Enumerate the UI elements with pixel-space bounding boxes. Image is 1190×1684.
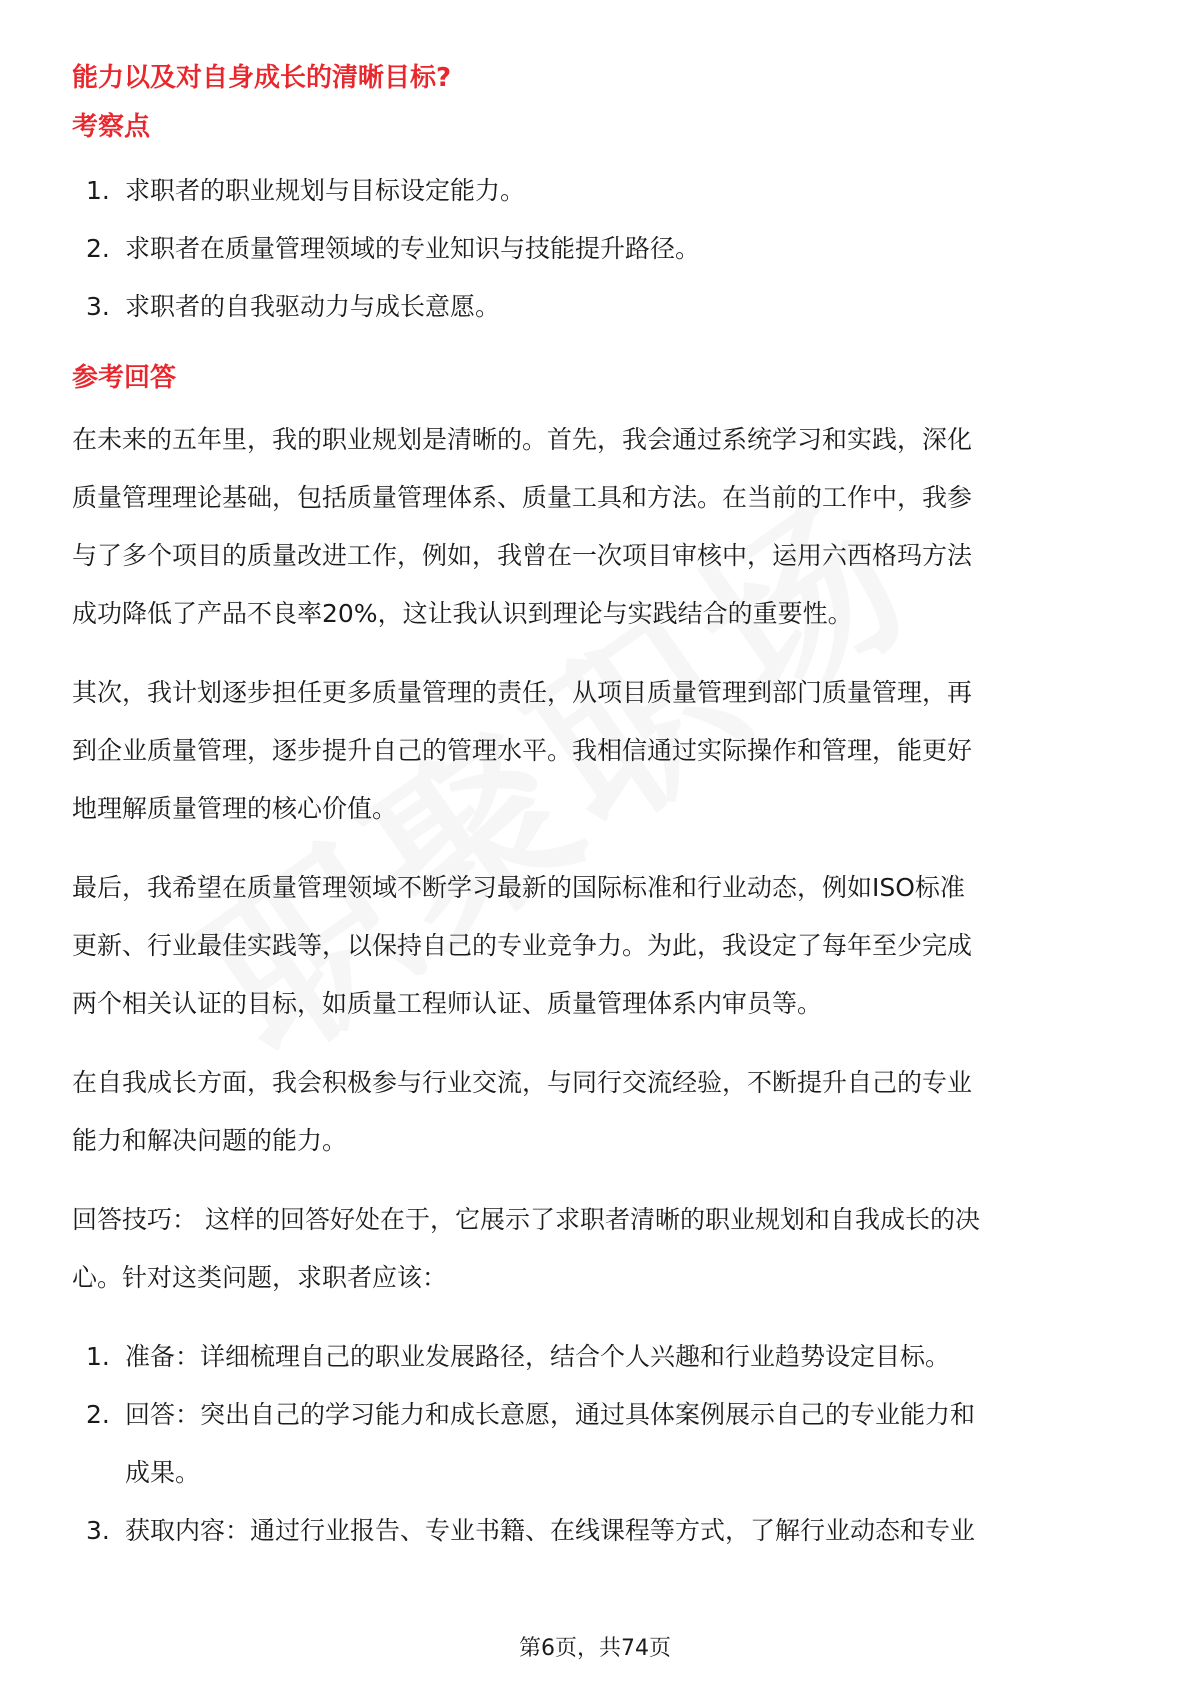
list-item: 3. 获取内容：通过行业报告、专业书籍、在线课程等方式，了解行业动态和专业 — [86, 1516, 976, 1545]
list-item: 1. 准备：详细梳理自己的职业发展路径，结合个人兴趣和行业趋势设定目标。 — [86, 1342, 951, 1371]
answer-paragraph: 在自我成长方面，我会积极参与行业交流，与同行交流经验，不断提升自己的专业 能力和解决问题的能力。 — [72, 1068, 973, 1155]
question-title-continued: 能力以及对自身成长的清晰目标? — [72, 63, 452, 93]
list-item: 2. 回答：突出自己的学习能力和成长意愿，通过具体案例展示自己的专业能力和 成果。 — [86, 1400, 976, 1487]
list-item: 1. 求职者的职业规划与目标设定能力。 — [86, 176, 526, 205]
tips-list — [72, 1328, 1122, 1560]
answer-paragraph: 其次，我计划逐步担任更多质量管理的责任，从项目质量管理到部门质量管理，再 到企业质量管理，逐步提升自己的管理水平。我相信通过实际操作和管理，能更好 地理解质量管理的核心价值。 — [72, 678, 973, 823]
list-item: 2. 求职者在质量管理领域的专业知识与技能提升路径。 — [86, 234, 701, 263]
answer-paragraph: 最后，我希望在质量管理领域不断学习最新的国际标准和行业动态，例如ISO标准 更新、行业最佳实践等，以保持自己的专业竞争力。为此，我设定了每年至少完成 两个相关认证的目标，如质量工程师认证、质量管理体系内审员等。 — [72, 873, 973, 1018]
answer-tips-intro: 回答技巧： 这样的回答好处在于，它展示了求职者清晰的职业规划和自我成长的决 心。针对这类问题，求职者应该： — [72, 1205, 980, 1292]
points-list — [72, 162, 1122, 336]
answer-heading: 参考回答 — [72, 363, 177, 393]
answer-paragraph: 在未来的五年里，我的职业规划是清晰的。首先，我会通过系统学习和实践，深化 质量管理理论基础，包括质量管理体系、质量工具和方法。在当前的工作中，我参 与了多个项目的质量改进工作，例如，我曾在一次项目审核中，运用六西格玛方法 成功降低了产品不良率20%，这让我认识到理论与实践结合的重要性。 — [72, 425, 973, 628]
page-content — [72, 58, 1122, 1560]
points-heading: 考察点 — [72, 112, 151, 142]
list-item: 3. 求职者的自我驱动力与成长意愿。 — [86, 292, 501, 321]
page-number-footer: 第6页，共74页 — [519, 1636, 671, 1661]
